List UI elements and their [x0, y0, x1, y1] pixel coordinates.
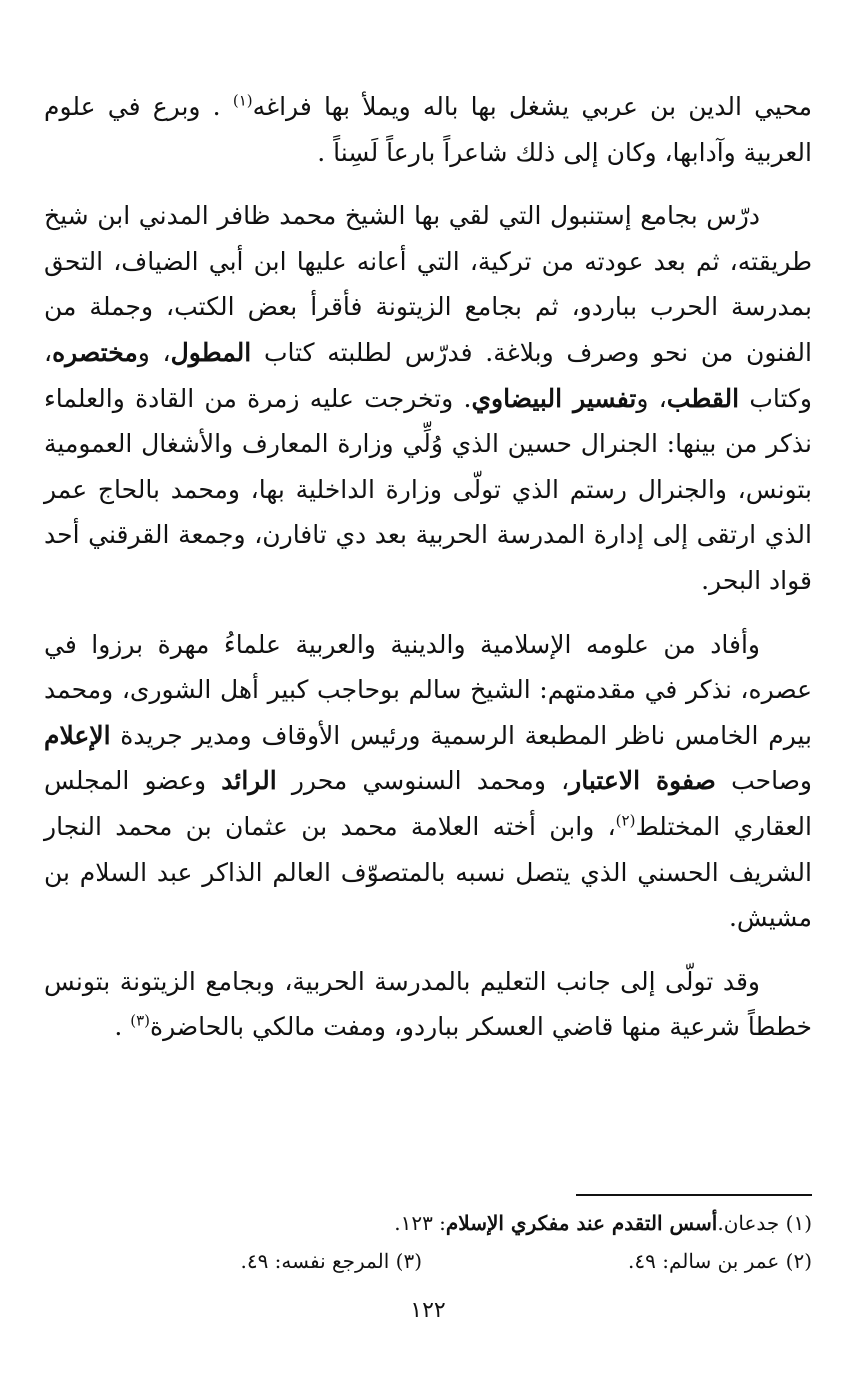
paragraph-2-text-d: ، و — [636, 383, 667, 413]
paragraph-2-text-b: ، و — [137, 337, 171, 367]
footnote-ref-2: (٢) — [615, 811, 636, 830]
footnote-separator — [576, 1194, 812, 1196]
book-title-mutawwal: المطول — [170, 337, 252, 367]
paragraph-4 — [44, 959, 812, 1050]
footnote-row-2-3 — [44, 1242, 812, 1280]
footnote-1-prefix: (١) جدعان. — [717, 1211, 812, 1235]
book-title-baydawi: تفسير البيضاوي — [471, 383, 637, 413]
paragraph-1 — [44, 84, 812, 175]
book-title-qutb: القطب — [666, 383, 740, 413]
paragraph-4-text-a: وقد تولّى إلى جانب التعليم بالمدرسة الحربية، وبجامع الزيتونة بتونس خططاً شرعية منها قاضي العسكر بباردو، ومفت مالكي بالحاضرة — [44, 966, 812, 1042]
paragraph-3-text-a: وأفاد من علومه الإسلامية والدينية والعربية علماءُ مهرة برزوا في عصره، نذكر في مقدمتهم: الشيخ سالم بوحاجب كبير أهل الشورى، ومحمد بيرم الخامس ناظر المطبعة الرسمية ورئيس الأوقاف ومدير جريدة — [44, 629, 812, 750]
newspaper-title-ilam: الإعلام — [44, 720, 111, 750]
paragraph-3-text-e: ، وابن أخته العلامة محمد بن عثمان بن محمد النجار الشريف الحسني الذي يتصل نسبه بالمتصوّف العالم الذاكر عبد السلام بن مشيش. — [44, 811, 812, 933]
footnote-1 — [44, 1204, 812, 1242]
footnote-2: (٢) عمر بن سالم: ٤٩. — [628, 1249, 812, 1273]
footnote-ref-1: (١) — [232, 91, 253, 110]
book-title-mukhtasar: مختصره — [52, 337, 138, 367]
paragraph-4-text-b: . — [114, 1012, 131, 1042]
paragraph-3-text-b: وصاحب — [715, 766, 812, 796]
footnote-ref-3: (٣) — [130, 1011, 151, 1030]
book-page — [44, 84, 812, 1344]
paragraph-2-text-a: درّس بجامع إستنبول التي لقي بها الشيخ محمد ظافر المدني ابن شيخ طريقته، ثم بعد عودته من تركية، التي أعانه عليها ابن أبي الضياف، التحق بمدرسة الحرب بباردو، ثم بجامع الزيتونة فأقرأ بعض الكتب، وجملة من الفنون من نحو وصرف وبلاغة. فدرّس لطلبته كتاب — [44, 201, 812, 367]
footnote-3: (٣) المرجع نفسه: ٤٩. — [240, 1249, 422, 1273]
footnote-1-suffix: : ١٢٣. — [394, 1211, 446, 1235]
paragraph-1-text-b: . وبرع في علوم العربية وآدابها، وكان إلى ذلك شاعراً بارعاً لَسِناً . — [44, 92, 812, 167]
paragraph-2-text-c: ، وكتاب — [44, 337, 812, 413]
footnote-1-title: أسس التقدم عند مفكري الإسلام — [445, 1211, 718, 1235]
newspaper-title-raid: الرائد — [221, 766, 277, 796]
footnotes — [44, 1204, 812, 1280]
book-title-safwat: صفوة الاعتبار — [569, 766, 716, 796]
paragraph-2-text-e: . وتخرجت عليه زمرة من القادة والعلماء نذكر من بينها: الجنرال حسين الذي وُلِّي وزارة المعارف والأشغال العمومية بتونس، والجنرال رستم الذي تولّى وزارة الداخلية بها، ومحمد بالحاج عمر الذي ارتقى إلى إدارة المدرسة الحربية بعد دي تافارن، وجمعة القرقني أحد قواد البحر. — [44, 383, 812, 595]
paragraph-1-text-a: محيي الدين بن عربي يشغل بها باله ويملأ بها فراغه — [252, 92, 812, 121]
paragraph-3-text-c: ، ومحمد السنوسي محرر — [276, 766, 570, 796]
paragraph-2 — [44, 193, 812, 603]
page-number: ١٢٢ — [410, 1298, 446, 1323]
paragraph-3-text-d: وعضو المجلس العقاري المختلط — [44, 766, 812, 841]
paragraph-3 — [44, 622, 812, 941]
